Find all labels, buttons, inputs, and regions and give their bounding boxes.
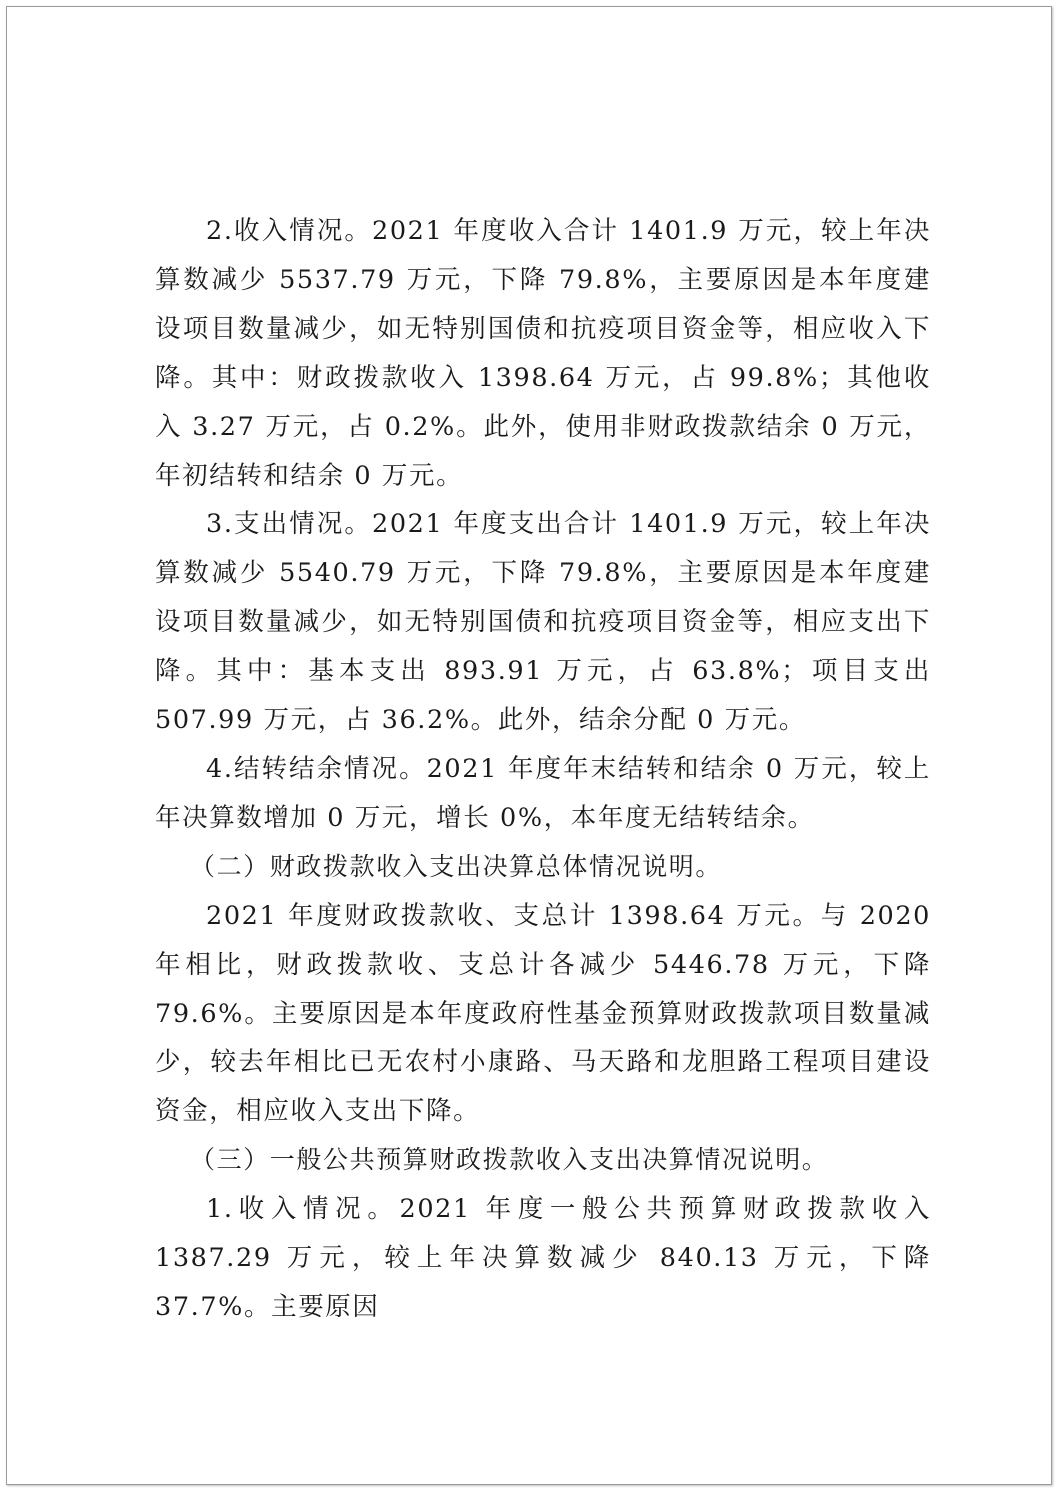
section-heading-general-budget: （三）一般公共预算财政拨款收入支出决算情况说明。 — [190, 1145, 829, 1175]
document-page — [6, 6, 1052, 1485]
document-body — [155, 207, 931, 1332]
paragraph-general-budget-income: 1.收入情况。2021 年度一般公共预算财政拨款收入 1387.29 万元，较上年决算数减少 840.13 万元，下降 37.7%。主要原因 — [155, 1194, 931, 1322]
paragraph-carryover-situation: 4.结转结余情况。2021 年度年末结转和结余 0 万元，较上年决算数增加 0 万元，增长 0%，本年度无结转结余。 — [155, 753, 931, 833]
paragraph-expenditure-situation: 3.支出情况。2021 年度支出合计 1401.9 万元，较上年决算数减少 5540.79 万元，下降 79.8%，主要原因是本年度建设项目数量减少，如无特别国债和抗疫项目资金等，相应支出下降。其中：基本支出 893.91 万元，占 63.8%；项目支出 507.99 万元，占 36.2%。此外，结余分配 0 万元。 — [155, 509, 931, 736]
paragraph-income-situation: 2.收入情况。2021 年度收入合计 1401.9 万元，较上年决算数减少 5537.79 万元，下降 79.8%，主要原因是本年度建设项目数量减少，如无特别国债和抗疫项目资金等，相应收入下降。其中：财政拨款收入 1398.64 万元，占 99.8%；其他收入 3.27 万元，占 0.2%。此外，使用非财政拨款结余 0 万元，年初结转和结余 0 万元。 — [155, 216, 931, 491]
section-heading-fiscal-overall: （二）财政拨款收入支出决算总体情况说明。 — [190, 851, 723, 881]
paragraph-fiscal-overall: 2021 年度财政拨款收、支总计 1398.64 万元。与 2020 年相比，财政拨款收、支总计各减少 5446.78 万元，下降 79.6%。主要原因是本年度政府性基金预算财政拨款项目数量减少，较去年相比已无农村小康路、马天路和龙胆路工程项目建设资金，相应收入支出下降。 — [155, 900, 931, 1127]
